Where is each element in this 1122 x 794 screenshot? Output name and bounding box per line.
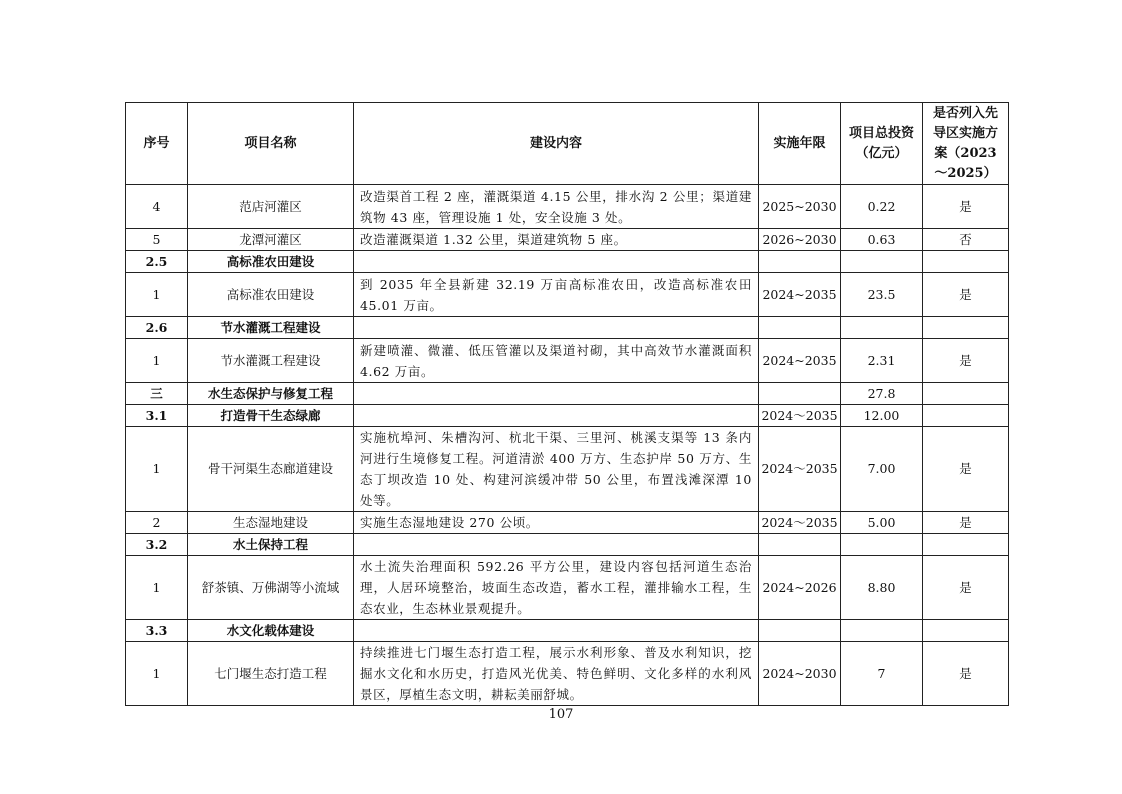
row-investment: 7.00 [841, 427, 923, 512]
row-content: 实施生态湿地建设 270 公顷。 [354, 512, 759, 534]
row-period: 2024~2035 [759, 273, 841, 317]
row-pilot: 是 [923, 642, 1009, 706]
row-content [354, 383, 759, 405]
row-period: 2024~2035 [759, 339, 841, 383]
row-no: 3.2 [126, 534, 188, 556]
row-name: 生态湿地建设 [188, 512, 354, 534]
row-investment [841, 620, 923, 642]
row-pilot: 是 [923, 427, 1009, 512]
row-no: 三 [126, 383, 188, 405]
section-row [126, 251, 1009, 273]
project-table [125, 102, 1009, 706]
row-investment: 23.5 [841, 273, 923, 317]
row-content: 水土流失治理面积 592.26 平方公里，建设内容包括河道生态治理，人居环境整治，坡面生态改造，蓄水工程，灌排输水工程，生态农业，生态林业景观提升。 [354, 556, 759, 620]
row-content: 改造渠首工程 2 座，灌溉渠道 4.15 公里，排水沟 2 公里；渠道建筑物 43 座，管理设施 1 处，安全设施 3 处。 [354, 185, 759, 229]
row-no: 2.5 [126, 251, 188, 273]
row-no: 4 [126, 185, 188, 229]
row-content [354, 317, 759, 339]
header-name: 项目名称 [188, 103, 354, 185]
row-content [354, 534, 759, 556]
row-no: 3.1 [126, 405, 188, 427]
row-period [759, 317, 841, 339]
row-pilot: 是 [923, 512, 1009, 534]
row-no: 1 [126, 339, 188, 383]
header-investment-line2: （亿元） [855, 145, 908, 161]
row-content [354, 620, 759, 642]
header-period: 实施年限 [759, 103, 841, 185]
row-investment: 0.63 [841, 229, 923, 251]
row-investment [841, 251, 923, 273]
row-name: 骨干河渠生态廊道建设 [188, 427, 354, 512]
row-name: 七门堰生态打造工程 [188, 642, 354, 706]
row-pilot [923, 317, 1009, 339]
row-investment: 12.00 [841, 405, 923, 427]
row-investment: 0.22 [841, 185, 923, 229]
row-name: 打造骨干生态绿廊 [188, 405, 354, 427]
row-investment: 8.80 [841, 556, 923, 620]
row-content: 新建喷灌、微灌、低压管灌以及渠道衬砌，其中高效节水灌溉面积 4.62 万亩。 [354, 339, 759, 383]
row-no: 2.6 [126, 317, 188, 339]
header-content: 建设内容 [354, 103, 759, 185]
header-investment [841, 103, 923, 185]
row-content: 持续推进七门堰生态打造工程，展示水利形象、普及水利知识，挖掘水文化和水历史，打造风光优美、特色鲜明、文化多样的水利风景区，厚植生态文明，耕耘美丽舒城。 [354, 642, 759, 706]
row-pilot: 是 [923, 556, 1009, 620]
table-row [126, 556, 1009, 620]
row-name: 高标准农田建设 [188, 251, 354, 273]
row-no: 1 [126, 427, 188, 512]
section-row [126, 534, 1009, 556]
row-pilot: 是 [923, 339, 1009, 383]
table-row [126, 273, 1009, 317]
header-row [126, 103, 1009, 185]
row-content [354, 405, 759, 427]
row-period: 2026~2030 [759, 229, 841, 251]
row-content: 改造灌溉渠道 1.32 公里，渠道建筑物 5 座。 [354, 229, 759, 251]
row-pilot [923, 405, 1009, 427]
row-name: 舒茶镇、万佛湖等小流域 [188, 556, 354, 620]
row-pilot [923, 620, 1009, 642]
row-name: 范店河灌区 [188, 185, 354, 229]
row-investment [841, 534, 923, 556]
row-period [759, 620, 841, 642]
header-pilot: 是否列入先导区实施方案（2023～2025） [923, 103, 1009, 185]
row-no: 5 [126, 229, 188, 251]
row-name: 节水灌溉工程建设 [188, 317, 354, 339]
page-number: 107 [548, 707, 574, 722]
row-name: 水文化载体建设 [188, 620, 354, 642]
row-period [759, 383, 841, 405]
row-content [354, 251, 759, 273]
row-content: 到 2035 年全县新建 32.19 万亩高标准农田，改造高标准农田 45.01 万亩。 [354, 273, 759, 317]
row-period [759, 534, 841, 556]
header-no: 序号 [126, 103, 188, 185]
row-pilot: 否 [923, 229, 1009, 251]
row-period [759, 251, 841, 273]
table-row [126, 427, 1009, 512]
row-period: 2024~2030 [759, 642, 841, 706]
header-investment-line1: 项目总投资 [848, 125, 914, 141]
table-row [126, 229, 1009, 251]
row-pilot: 是 [923, 185, 1009, 229]
row-investment [841, 317, 923, 339]
row-pilot [923, 383, 1009, 405]
row-name: 节水灌溉工程建设 [188, 339, 354, 383]
section-row [126, 405, 1009, 427]
row-no: 3.3 [126, 620, 188, 642]
table-row [126, 185, 1009, 229]
row-period: 2025~2030 [759, 185, 841, 229]
row-content: 实施杭埠河、朱槽沟河、杭北干渠、三里河、桃溪支渠等 13 条内河进行生境修复工程。河道清淤 400 万方、生态护岸 50 万方、生态丁坝改造 10 处、构建河滨缓冲带 50 公里，布置浅滩深潭 10 处等。 [354, 427, 759, 512]
row-no: 1 [126, 273, 188, 317]
row-investment: 27.8 [841, 383, 923, 405]
table-row [126, 642, 1009, 706]
table-row [126, 512, 1009, 534]
row-name: 水生态保护与修复工程 [188, 383, 354, 405]
row-period: 2024～2035 [759, 512, 841, 534]
row-no: 1 [126, 556, 188, 620]
row-period: 2024～2035 [759, 427, 841, 512]
row-investment: 7 [841, 642, 923, 706]
row-pilot: 是 [923, 273, 1009, 317]
row-period: 2024~2026 [759, 556, 841, 620]
row-pilot [923, 534, 1009, 556]
row-no: 1 [126, 642, 188, 706]
row-no: 2 [126, 512, 188, 534]
row-name: 水土保持工程 [188, 534, 354, 556]
row-investment: 5.00 [841, 512, 923, 534]
section-row [126, 317, 1009, 339]
section-row [126, 620, 1009, 642]
table-row [126, 339, 1009, 383]
row-name: 龙潭河灌区 [188, 229, 354, 251]
row-pilot [923, 251, 1009, 273]
row-investment: 2.31 [841, 339, 923, 383]
row-name: 高标准农田建设 [188, 273, 354, 317]
row-period: 2024～2035 [759, 405, 841, 427]
section-row [126, 383, 1009, 405]
